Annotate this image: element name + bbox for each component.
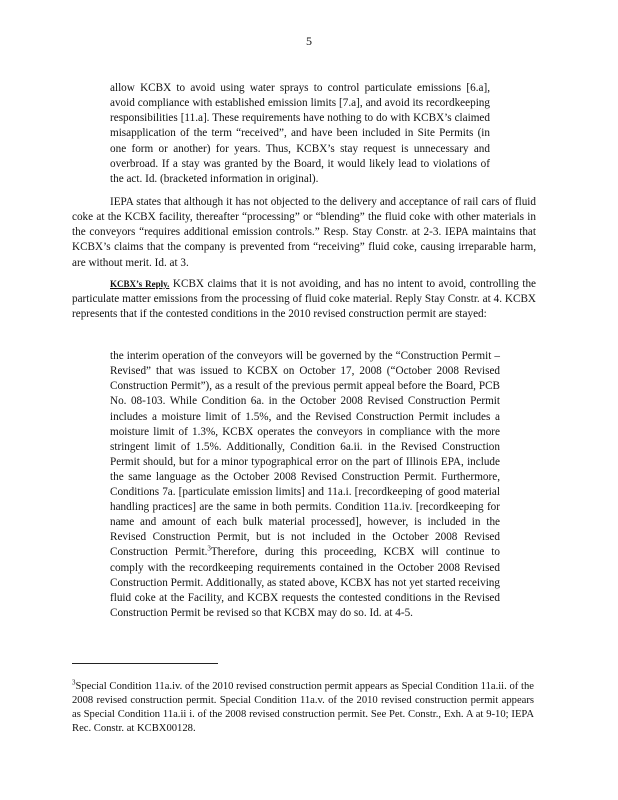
paragraph-kcbx-reply: [72, 277, 536, 322]
paragraph-iepa-statement: IEPA states that although it has not objected to the delivery and acceptance of rail cars of fluid coke at the KCBX facility, thereafter “processing” or “blending” the fluid coke with other materials in the conveyors “requires additional emission controls.” Resp. Stay Constr. at 2-3. IEPA maintains that KCBX’s claims that the company is prevented from “receiving” fluid coke, causing irreparable harm, are without merit. Id. at 3.: [72, 196, 536, 269]
block-quote-2-part-1: the interim operation of the conveyors will be governed by the “Construction Permit – Revised” that was issued to KCBX on October 17, 2008 (“October 2008 Revised Construction Permit”), as a result of the previous permit appeal before the Board, PCB No. 08-103. While Condition 6a. in the October 2008 Revised Construction Permit includes a moisture limit of 1.5%, and the Revised Construction Permit includes a moisture limit of 1.3%, KCBX operates the conveyors in compliance with the more stringent limit of 1.5%. Additionally, Condition 6a.ii. in the Revised Construction Permit should, but for a minor typographical error on the part of Illinois EPA, include the same language as the October 2008 Revised Construction Permit. Furthermore, Conditions 7a. [particulate emission limits] and 11a.i. [recordkeeping of good material handling practices] are the same in both permits. Condition 11a.iv. [recordkeeping for name and amount of each bulk material processed], however, is included in the Revised Construction Permit, but is not included in the October 2008 Revised Construction Permit.: [110, 350, 500, 559]
paragraph-kcbx-reply-text: KCBX claims that it is not avoiding, and has no intent to avoid, controlling the particulate matter emissions from the processing of fluid coke material. Reply Stay Constr. at 4. KCBX represents that if the contested conditions in the 2010 revised construction permit are stayed:: [72, 278, 536, 321]
block-quote-2-part-2: Therefore, during this proceeding, KCBX will continue to comply with the recordkeeping requirements contained in the October 2008 Revised Construction Permit. Additionally, as stated above, KCBX has not yet started receiving fluid coke at the Facility, and KCBX requests the contested conditions in the Revised Construction Permit be revised so that KCBX may do so. Id. at 4-5.: [110, 546, 500, 619]
section-heading-kcbx-reply: KCBX’s Reply.: [110, 279, 170, 290]
block-quote-1: allow KCBX to avoid using water sprays to control particulate emissions [6.a], avoid compliance with established emission limits [7.a], and avoid its recordkeeping responsibilities [11.a]. These requirements have nothing to do with KCBX’s claimed misapplication of the term “received”, and have been included in Site Permits (in one form or another) for years. Thus, KCBX’s stay request is unnecessary and overbroad. If a stay was granted by the Board, it would likely lead to violations of the act. Id. (bracketed information in original).: [110, 82, 490, 185]
footnote-text: Special Condition 11a.iv. of the 2010 revised construction permit appears as Special Condition 11a.ii. of the 2008 revised construction permit. Special Condition 11a.v. of the 2010 revised construction permit appears as Special Condition 11a.ii i. of the 2008 revised construction permit. See Pet. Constr., Exh. A at 9-10; IEPA Rec. Constr. at KCBX00128.: [72, 680, 534, 735]
footnote-number: 3: [72, 678, 76, 687]
footnote-marker: 3: [207, 544, 211, 553]
footnote-divider: [72, 663, 218, 664]
footnote: [72, 680, 534, 737]
block-quote-2: [110, 349, 500, 621]
page-number: 5: [306, 34, 312, 48]
